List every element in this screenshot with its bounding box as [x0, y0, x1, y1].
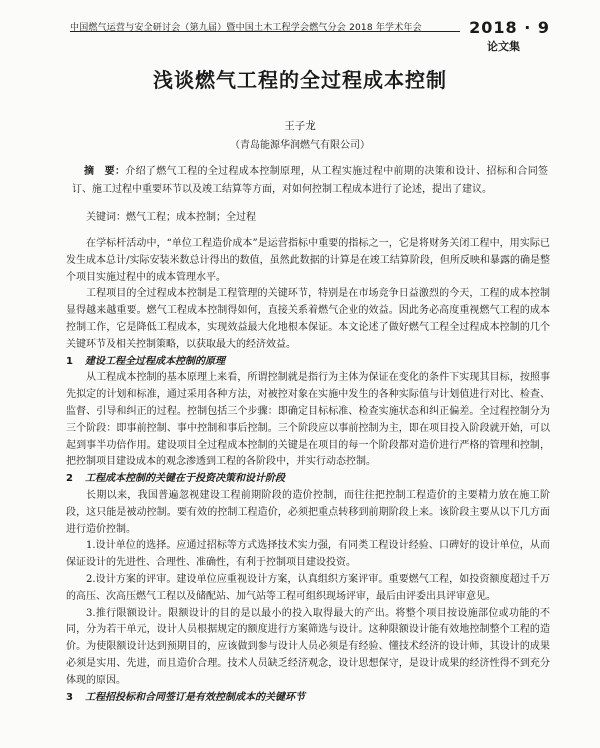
- issue-date: 2018 · 9: [469, 18, 550, 37]
- author-name: 王子龙: [284, 120, 316, 132]
- section-number: 2: [66, 473, 73, 485]
- section-title: 工程成本控制的关键在于投资决策和设计阶段: [84, 473, 285, 485]
- paragraph: 工程项目的全过程成本控制是工程管理的关键环节，特别是在市场竞争日益激烈的今天，工程的成本控制显得越来越重要。燃气工程成本控制得如何，直接关系着燃气企业的效益。因此务必高度重视燃气工程的成本控制工作，它是降低工程成本，实现效益最大化地根本保证。本文论述了做好燃气工程全过程成本控制的几个关键环节及相关控制策略，以获取最大的经济效益。: [66, 288, 550, 350]
- section-number: 1: [66, 355, 73, 367]
- paper-title: 浅谈燃气工程的全过程成本控制: [153, 68, 447, 92]
- paragraph: 在学标杆活动中，“单位工程造价成本”是运营指标中重要的指标之一，它是将财务关闭工程中，用实际已发生成本总计/实际安装米数总计得出的数值，虽然此数据的计算是在竣工结算阶段，但所反映和暴露的确是整个项目实施过程中的成本管理水平。: [66, 238, 550, 283]
- section-number: 3: [66, 691, 73, 703]
- paragraph: 1.设计单位的选择。应通过招标等方式选择技术实力强，有同类工程设计经验、口碑好的设计单位，从而保证设计的先进性、合理性、准确性，有利于控制项目建设投资。: [66, 540, 550, 569]
- page-header: [70, 18, 550, 53]
- body-text: [66, 236, 550, 706]
- paragraph: 2.设计方案的评审。建设单位应重视设计方案，认真组织方案评审。重要燃气工程，如投资额度超过千万的高压、次高压燃气工程以及储配站、加气站等工程可组织现场评审，最后由评委出具评审意见。: [66, 573, 550, 602]
- section-heading-3: [66, 690, 550, 707]
- collection-label: 论文集: [487, 40, 520, 53]
- section-heading-1: [66, 354, 550, 371]
- conference-name: 中国燃气运营与安全研讨会（第九届）暨中国土木工程学会燃气分会 2018 年学术年会: [70, 23, 422, 33]
- abstract-text: 介绍了燃气工程的全过程成本控制原理，从工程实施过程中前期的决策和设计、招标和合同签订、施工过程中重要环节以及竣工结算等方面，对如何控制工程成本进行了论述，提出了建议。: [72, 166, 549, 195]
- paragraph: 3.推行限额设计。限额设计的目的是以最小的投入取得最大的产出。将整个项目按设施部位或功能的不同，分为若干单元，设计人员根据规定的额度进行方案筛选与设计。这种限额设计能有效地控制整个工程的造价。为使限额设计达到预期目的，应该做到参与设计人员必须是有经验、懂技术经济的设计师，其设计的成果必须是实用、先进，而且造价合理。技术人员缺乏经济观念，设计思想保守，是设计成果的经济性得不到充分体现的原因。: [66, 607, 550, 686]
- author-affiliation: （青岛能源华润燃气有限公司）: [230, 140, 370, 151]
- paragraph: 长期以来，我国普遍忽视建设工程前期阶段的造价控制，而往往把控制工程造价的主要精力放在施工阶段，这只能是被动控制。要有效的控制工程造价，必须把重点转移到前期阶段上来。该阶段主要从以下几方面进行造价控制。: [66, 489, 550, 535]
- keywords-label: 关键词：: [86, 212, 126, 223]
- abstract-label: 摘 要：: [84, 166, 126, 177]
- keywords: [86, 208, 256, 223]
- abstract: [72, 163, 548, 199]
- section-title: 工程招投标和合同签订是有效控制成本的关键环节: [84, 691, 305, 703]
- section-heading-2: [66, 471, 550, 488]
- keywords-text: 燃气工程；成本控制；全过程: [126, 212, 256, 223]
- header-rule: [70, 31, 460, 32]
- section-title: 建设工程全过程成本控制的原理: [84, 355, 225, 367]
- paragraph: 从工程成本控制的基本原理上来看，所谓控制就是指行为主体为保证在变化的条件下实现其目标，按照事先拟定的计划和标准，通过采用各种方法，对被控对象在实施中发生的各种实际值与计划值进行对比、检查、监督、引导和纠正的过程。控制包括三个步骤：即确定目标标准、检查实施状态和纠正偏差。全过程控制分为三个阶段：即事前控制、事中控制和事后控制。三个阶段应以事前控制为主，即在项目投入阶段就开始，可以起到事半功倍作用。建设项目全过程成本控制的关键是在项目的每一个阶段都对造价进行严格的管理和控制，把控制项目建设成本的观念渗透到工程的各阶段中，并实行动态控制。: [66, 372, 550, 468]
